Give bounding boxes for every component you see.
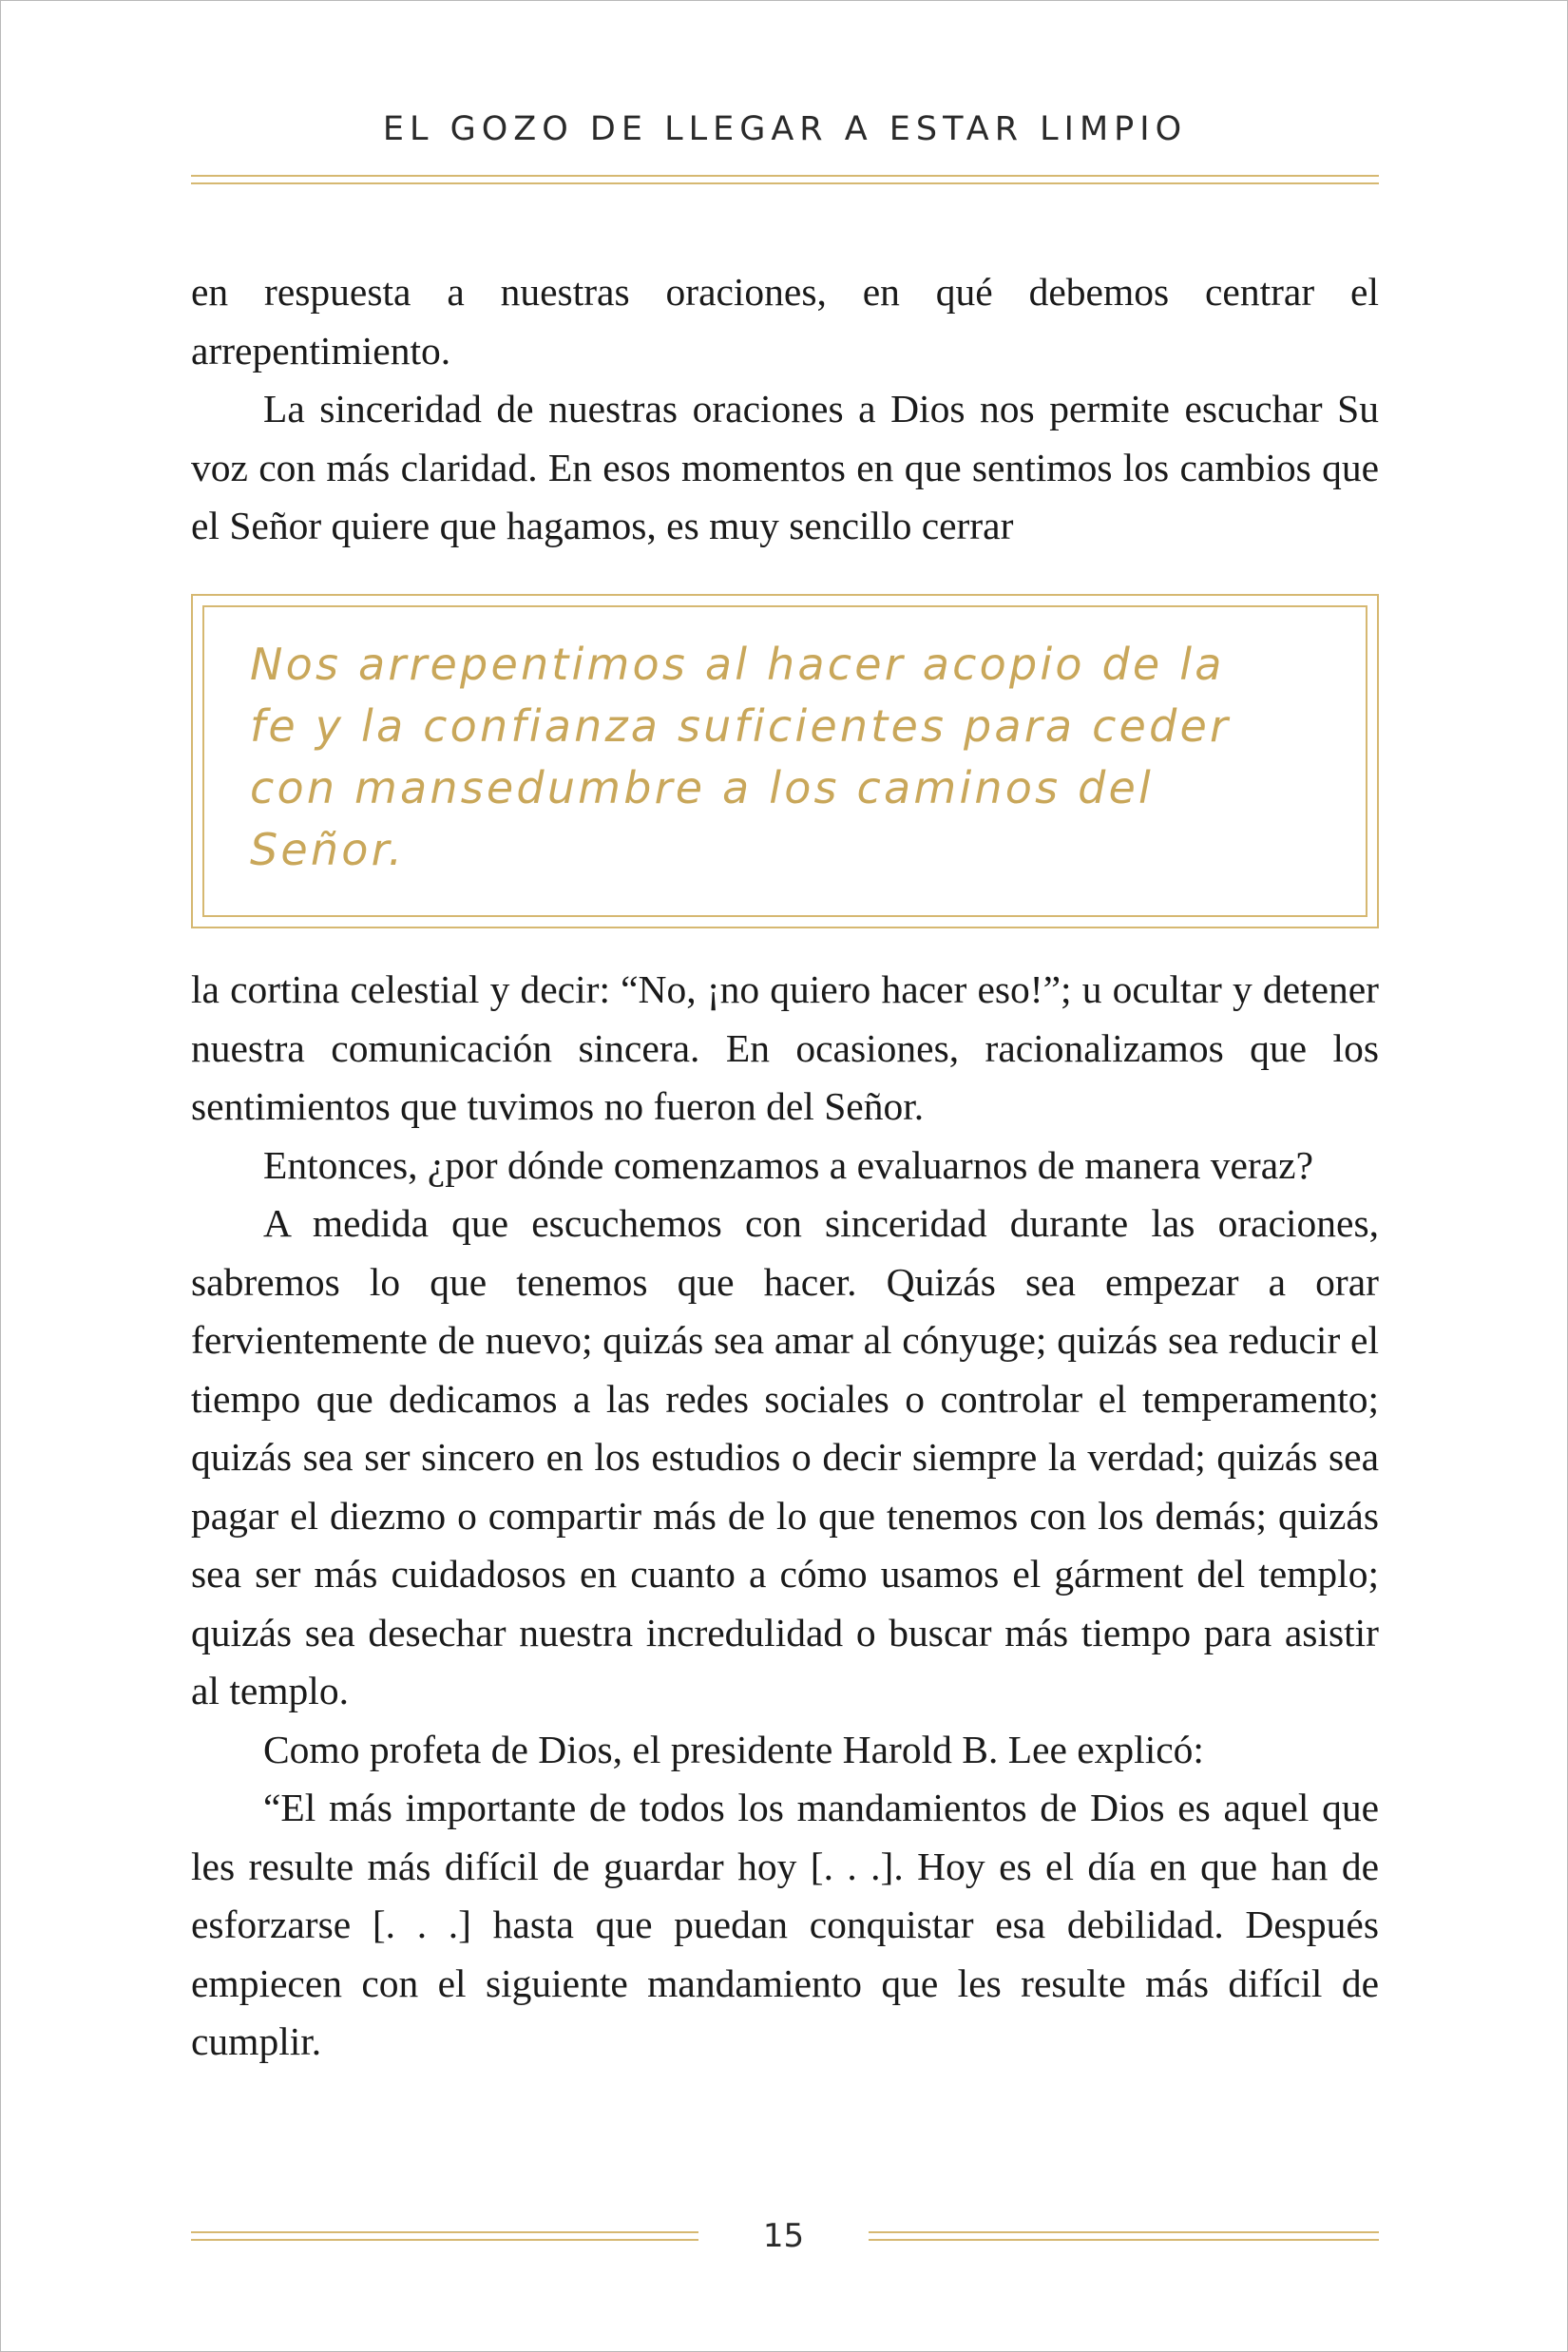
- paragraph: en respuesta a nuestras oraciones, en qué debemos centrar el arrepentimiento.: [191, 270, 1379, 373]
- body-text-after-callout: [191, 961, 1379, 2072]
- paragraph: A medida que escuchemos con sinceridad durante las oraciones, sabremos lo que tenemos que hacer. Quizás sea empezar a orar fervientemente de nuevo; quizás sea amar al cónyuge; quizás sea reducir el tiempo que dedicamos a las redes sociales o controlar el temperamento; quizás sea ser sincero en los estudios o decir siempre la verdad; quizás sea pagar el diezmo o compartir más de lo que tenemos con los demás; quizás sea ser más cuidadosos en cuanto a cómo usamos el gárment del templo; quizás sea desechar nuestra incredulidad o buscar más tiempo para asistir al templo.: [191, 1201, 1379, 1712]
- pull-quote-text: Nos arrepentimos al hacer acopio de la fe y la confianza suficientes para ceder con mansedumbre a los caminos del Señor.: [250, 639, 1232, 875]
- page-number: 15: [762, 2217, 805, 2255]
- paragraph: “El más importante de todos los mandamientos de Dios es aquel que les resulte más difícil de guardar hoy [. . .]. Hoy es el día en que han de esforzarse [. . .] hasta que puedan conquistar esa debilidad. Después empiecen con el siguiente mandamiento que les resulte más difícil de cumplir.: [191, 1786, 1379, 2063]
- body-text-before-callout: [191, 263, 1379, 556]
- header-double-rule: [191, 175, 1379, 184]
- paragraph: Entonces, ¿por dónde comenzamos a evaluarnos de manera veraz?: [263, 1142, 1313, 1187]
- footer-rule-left: [191, 2231, 698, 2241]
- footer-rule-right: [869, 2231, 1379, 2241]
- paragraph: la cortina celestial y decir: “No, ¡no quiero hacer eso!”; u ocultar y detener nuestra comunicación sincera. En ocasiones, racionalizamos que los sentimientos que tuvimos no fueron del Señor.: [191, 967, 1379, 1128]
- pull-quote-box: [191, 594, 1379, 928]
- paragraph: La sinceridad de nuestras oraciones a Dios nos permite escuchar Su voz con más claridad. En esos momentos en que sentimos los cambios que el Señor quiere que hagamos, es muy sencillo cerrar: [191, 387, 1379, 547]
- running-header-title: EL GOZO DE LLEGAR A ESTAR LIMPIO: [382, 110, 1188, 148]
- paragraph: Como profeta de Dios, el presidente Harold B. Lee explicó:: [263, 1727, 1204, 1771]
